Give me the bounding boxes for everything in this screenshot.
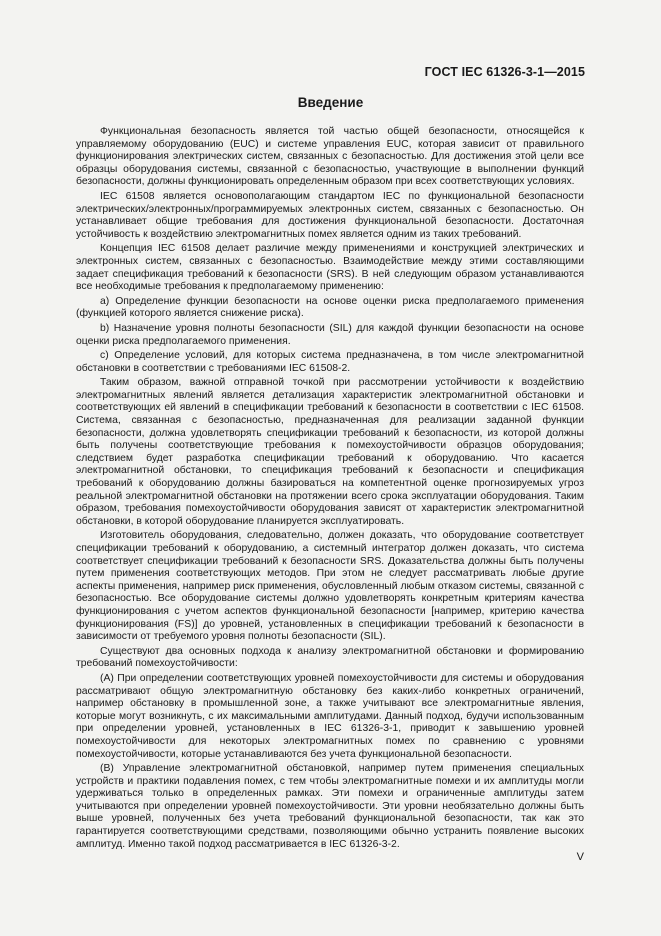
paragraph: IEC 61508 является основополагающим стандартом IEC по функциональной безопасности электрических/электронных/программируемых электронных систем, связанных с безопасностью. Он устанавливает общие требования для достижения функциональной безопасности. Достаточная устойчивость к воздействию электромагнитных помех является одним из таких требований.	[76, 190, 584, 240]
page-number: V	[576, 851, 584, 863]
paragraph: Таким образом, важной отправной точкой при рассмотрении устойчивости к воздействию электромагнитных явлений является детализация характеристик электромагнитной обстановки и соответствующих ей явлений в спецификации требований к безопасности в соответствии с IEC 61508. Система, связанная с безопасностью, предназначенная для реализации заданной функции безопасности, должна удовлетворять спецификации требований к безопасности, из которой должны быть получены соответствующие требования к помехоустойчивости образцов оборудования; следствием будет разработка спецификации требований к оборудованию. Что касается электромагнитной обстановки, то спецификация требований к безопасности и спецификация требований к оборудованию должны базироваться на компетентной оценке прогнозируемых угроз реальной электромагнитной обстановки на протяжении всего срока эксплуатации оборудования. Таким образом, требования помехоустойчивости оборудования зависят от характеристик электромагнитной обстановки, в которой оборудование планируется эксплуатировать.	[76, 377, 584, 527]
list-item: (B) Управление электромагнитной обстановкой, например путем применения специальных устройств и практики подавления помех, с тем чтобы электромагнитные помехи и их амплитуды могли удерживаться только в определенных рамках. Эти помехи и ограниченные амплитуды затем учитываются при определении уровней помехоустойчивости. Эти уровни необязательно должны быть выше уровней, полученных без учета требований функциональной безопасности, так как это гарантируется соответствующими средствами, позволяющими обычно устранить появление высоких амплитуд. Именно такой подход рассматривается в IEC 61326-3-2.	[76, 763, 584, 850]
paragraph: Существуют два основных подхода к анализу электромагнитной обстановки и формированию требований помехоустойчивости:	[76, 645, 584, 670]
paragraph: Изготовитель оборудования, следовательно, должен доказать, что оборудование соответствует спецификации требований к оборудованию, а системный интегратор должен доказать, что система соответствует спецификации требований к безопасности SRS. Доказательства должны быть получены путем применения соответствующих методов. При этом не следует рассматривать любые другие аспекты применения, например риск применения, обусловленный любым отказом системы, связанной с безопасностью. Все оборудование системы должно удовлетворять конкретным критериям качества функционирования с учетом аспектов функциональной безопасности [например, критерию качества функционирования (FS)] до уровней, установленных в спецификации требований к безопасности в зависимости от требуемого уровня полноты безопасности (SIL).	[76, 530, 584, 643]
section-title: Введение	[297, 95, 364, 110]
paragraph: Функциональная безопасность является той частью общей безопасности, относящейся к управляемому оборудованию (EUC) и системе управления EUC, которая зависит от правильного функционирования электрических систем, связанных с безопасностью. Для достижения этой цели все образцы оборудования системы, связанной с безопасностью, участвующие в выполнении функций безопасности, должны функционировать определенным образом при всех соответствующих условиях.	[76, 126, 584, 188]
list-item: b) Назначение уровня полноты безопасности (SIL) для каждой функции безопасности на основе оценки риска предполагаемого применения.	[76, 322, 584, 347]
paragraph: Концепция IEC 61508 делает различие между применениями и конструкцией электрических и электронных систем, связанных с безопасностью. Взаимодействие между этими составляющими задает спецификация требований к безопасности (SRS). В ней следующим образом устанавливаются все необходимые требования к предполагаемому применению:	[76, 243, 584, 293]
list-item: c) Определение условий, для которых система предназначена, в том числе электромагнитной обстановки в соответствии с требованиями IEC 61508-2.	[76, 350, 584, 374]
list-item: (A) При определении соответствующих уровней помехоустойчивости для системы и оборудования рассматривают общую электромагнитную обстановку без каких-либо конкретных ограничений, например обстановку в промышленной зоне, а также учитывают все электромагнитные явления, которые могут возникнуть, с их максимальными амплитудами. Данный подход, будучи использованным при определении уровней, установленных в IEC 61326-3-1, приводит к завышению уровней помехоустойчивости для некоторых электромагнитных помех по сравнению с уровнями помехоустойчивости, которые устанавливаются без учета функциональной безопасности.	[76, 672, 584, 760]
list-item: a) Определение функции безопасности на основе оценки риска предполагаемого применения (функцией которого является снижение риска).	[76, 295, 584, 320]
document-body	[76, 126, 584, 853]
document-header: ГОСТ IEC 61326-3-1—2015	[424, 65, 585, 79]
